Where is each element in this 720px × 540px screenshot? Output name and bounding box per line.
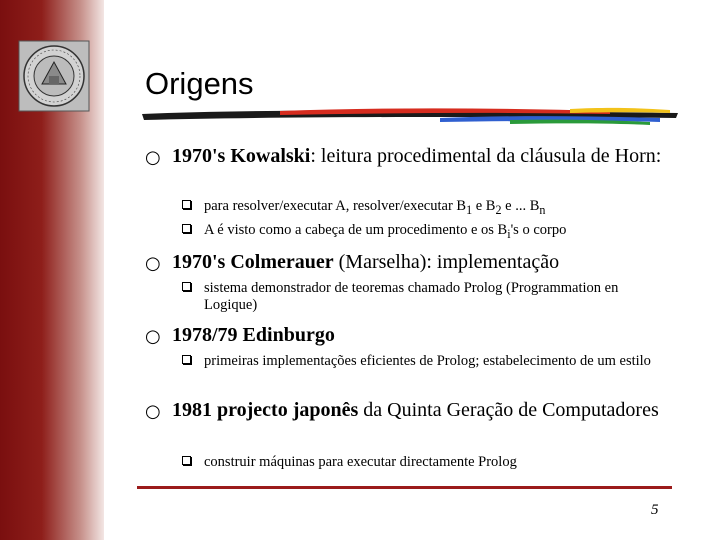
page-number: 5 [651, 502, 659, 518]
sub-bullet-segment: construir máquinas para executar directamente Prolog [204, 454, 517, 470]
sub-bullet-text [204, 454, 674, 471]
sub-bullet-segment: sistema demonstrador de teoremas chamado Prolog (Programmation en Logique) [204, 280, 619, 313]
sub-bullet-text [204, 198, 674, 219]
bullet-plain-text: : leitura procedimental da cláusula de Horn: [310, 145, 662, 167]
bullet-circle-icon: ○ [145, 326, 161, 347]
sub-bullet-text [204, 222, 674, 243]
bullet-text [172, 143, 672, 169]
bullet-bold-text: 1970's Colmerauer [172, 251, 334, 273]
bullet-text [172, 322, 672, 348]
bullet-plain-text: da Quinta Geração de Computadores [358, 399, 659, 421]
bullet-text [172, 249, 672, 275]
bullet-bold-text: 1981 projecto japonês [172, 399, 359, 421]
square-bullet-icon [182, 224, 191, 233]
bullet-plain-text: (Marselha): implementação [333, 251, 560, 273]
sub-bullet-segment: e B [472, 198, 496, 214]
square-bullet-icon [182, 456, 191, 465]
bullet-bold-text: 1970's Kowalski [172, 145, 311, 167]
bullet-bold-text: 1978/79 Edinburgo [172, 324, 335, 346]
bullet-text [172, 397, 672, 423]
sub-bullet-segment: 's o corpo [510, 222, 567, 238]
sub-bullet-text [204, 280, 674, 314]
footer-rule [137, 486, 672, 489]
bullet-circle-icon: ○ [145, 401, 161, 422]
square-bullet-icon [182, 355, 191, 364]
sub-bullet-segment: primeiras implementações eficientes de Prolog; estabelecimento de um estilo [204, 353, 651, 369]
subscript-text: i [507, 226, 511, 241]
bullet-circle-icon: ○ [145, 147, 161, 168]
sub-bullet-text [204, 353, 674, 370]
sub-bullet-segment: para resolver/executar A, resolver/executar B [204, 198, 467, 214]
brush-stroke-divider [140, 105, 680, 127]
slide-title: Origens [145, 66, 254, 101]
sub-bullet-segment: e ... B [501, 198, 540, 214]
subscript-text: 1 [466, 202, 473, 217]
square-bullet-icon [182, 200, 191, 209]
square-bullet-icon [182, 282, 191, 291]
university-seal-logo [18, 40, 90, 112]
subscript-text: 2 [495, 202, 502, 217]
sub-bullet-segment: A é visto como a cabeça de um procedimento e os B [204, 222, 508, 238]
bullet-circle-icon: ○ [145, 253, 161, 274]
subscript-text: n [539, 202, 546, 217]
